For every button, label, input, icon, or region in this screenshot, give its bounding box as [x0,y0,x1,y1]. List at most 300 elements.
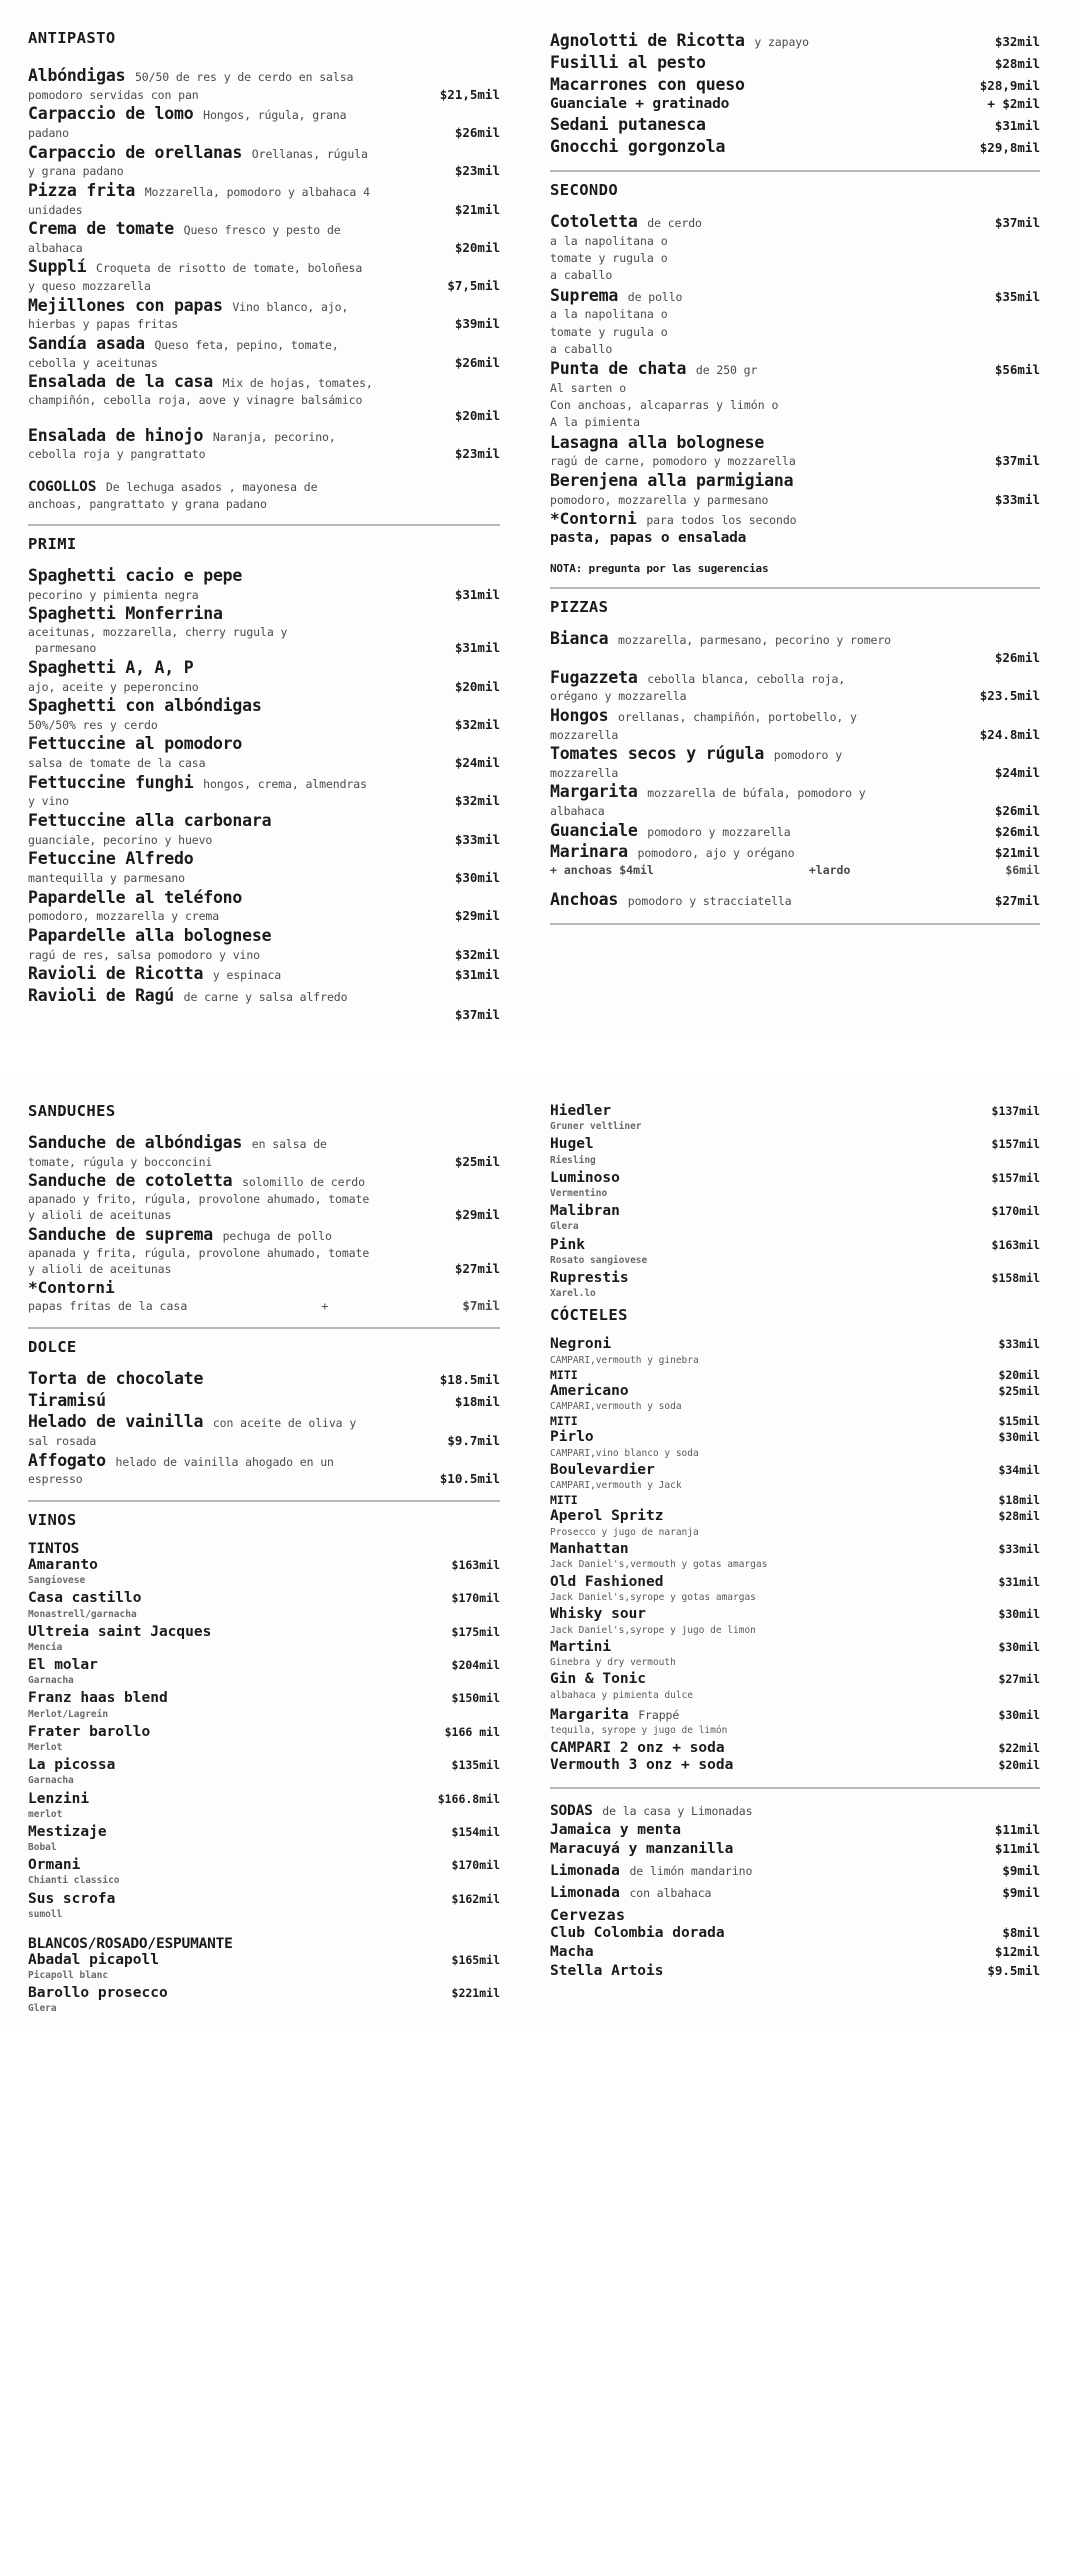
menu-item [550,136,1040,158]
item-name: Ensalada de hinojo [28,425,204,445]
section-title-dolce: DOLCE [28,1337,77,1356]
wine-entry [28,1791,500,1822]
wine-entry [28,1824,500,1855]
menu-item [28,103,500,141]
item-name: Hongos [550,705,609,725]
cocktail-name: Vermouth 3 onz + soda [550,1757,734,1774]
item-desc-cont: y queso mozzarella [28,279,151,294]
item-name: Limonada [550,1885,620,1901]
wine-varietal: Xarel.lo [550,1287,596,1299]
wine-price: $157mil [991,1170,1040,1185]
menu-item [28,1224,500,1277]
wine-entry [28,1690,500,1721]
cocktail-price: $18mil [998,1493,1040,1508]
subsection-title-blancos: BLANCOS/ROSADO/ESPUMANTE [28,1935,233,1952]
wine-name: Amaranto [28,1557,98,1574]
item-desc: hongos, crema, almendras [203,776,367,791]
item-price: $33mil [454,831,500,847]
item-name: Fetuccine Alfredo [28,849,194,869]
wine-price: $154mil [451,1824,500,1839]
cocteles-list [550,1336,1040,1774]
item-name: Spaghetti A, A, P [28,657,194,677]
cocktail-name: Manhattan [550,1540,629,1557]
item-desc: 50%/50% res y cerdo [28,717,158,732]
wines-continued-list [550,1103,1040,1301]
item-desc-cont: apanado y frito, rúgula, provolone ahumado, tomate [28,1192,370,1207]
cocktail-entry [550,1671,1040,1703]
wine-entry [550,1237,1040,1268]
menu-item [550,705,1040,743]
item-desc: Queso fresco y pesto de [183,223,341,238]
item-name: Limonada [550,1862,620,1879]
menu-item [28,887,500,925]
menu-item [550,628,1040,666]
wine-varietal: Glera [28,2003,57,2015]
item-desc: pomodoro y mozzarella [647,824,791,839]
cocktail-ingredients: CAMPARI,vermouth y ginebra [550,1354,699,1366]
item-name: Spaghetti Monferrina [28,604,223,624]
section-divider [28,524,500,526]
wine-name: Pink [550,1236,585,1253]
item-price: $37mil [994,453,1040,469]
cocktail-ingredients: albahaca y pimienta dulce [550,1689,693,1701]
item-price: $27mil [994,893,1040,909]
item-price: $31mil [454,967,500,983]
item-desc-cont: mozzarella [550,765,619,780]
item-desc: helado de vainilla ahogado en un [115,1454,334,1469]
cocktail-price: $33mil [998,1541,1040,1556]
item-desc-cont: unidades [28,202,83,217]
menu-item [550,743,1040,781]
item-desc: orellanas, champiñón, portobello, y [618,709,857,724]
sodas-items [550,1821,1040,1904]
item-price: $23mil [454,163,500,179]
wine-varietal: merlot [28,1808,63,1820]
item-desc-cont: cebolla roja y pangrattato [28,447,206,462]
wine-entry [28,1590,500,1621]
item-name: Lasagna alla bolognese [550,432,765,452]
wine-varietal: Riesling [550,1154,596,1166]
dolce-items [28,1368,500,1488]
item-price: $24.8mil [979,726,1040,742]
wine-varietal: Bobal [28,1842,57,1854]
item-name: Fettuccine alla carbonara [28,810,272,830]
wine-entry [550,1270,1040,1301]
contorni-plus: + [321,1299,329,1314]
item-name: Fusilli al pesto [550,52,706,72]
item-desc: De lechuga asados , mayonesa de [105,479,318,494]
section-title-vinos: VINOS [28,1510,77,1529]
item-name: Sedani putanesca [550,115,706,135]
item-desc: Orellanas, rúgula [251,146,368,161]
item-desc: ragú de carne, pomodoro y mozzarella [550,454,796,469]
item-option: A la pimienta [550,415,641,430]
item-desc-cont: apanada y frita, rúgula, provolone ahumado, tomate [28,1245,370,1260]
wine-entry [28,1891,500,1922]
item-desc: de pollo [627,289,683,304]
item-name: Carpaccio de lomo [28,104,194,124]
item-price: $32mil [994,34,1040,49]
pizzas-items [550,628,1040,911]
addon-lardo-label: +lardo [808,863,851,878]
item-desc-cont: y grana padano [28,164,124,179]
item-desc: y zapayo [754,35,809,49]
wine-price: $170mil [451,1591,500,1606]
cocktail-price: $22mil [998,1740,1040,1755]
item-desc: Queso feta, pepino, tomate, [154,337,339,352]
item-desc: Hongos, rúgula, grana [203,108,347,123]
item-name: Affogato [28,1450,106,1470]
menu-item [28,963,500,985]
item-desc-cont: y vino [28,794,69,809]
wine-price: $166 mil [444,1724,500,1739]
cocktail-name: Americano [550,1382,629,1399]
cocktail-entry [550,1639,1040,1671]
item-option: a caballo [550,341,613,356]
item-price: $20mil [454,239,500,255]
cocktail-ingredients: tequila, syrope y jugo de limón [550,1725,728,1737]
pasta-continued-items [550,30,1040,158]
wine-price: $221mil [451,1986,500,2001]
cocktail-ingredients: Prosecco y jugo de naranja [550,1526,699,1538]
item-name: Agnolotti de Ricotta [550,31,745,50]
item-name: Spaghetti cacio e pepe [28,566,243,586]
cervezas-items [550,1924,1040,1981]
wine-name: Hugel [550,1136,594,1153]
menu-item [550,52,1040,74]
item-name: Ravioli de Ragú [28,985,175,1005]
item-name: Helado de vainilla [28,1412,204,1432]
item-desc-cont: padano [28,126,69,141]
wine-varietal: Vermentino [550,1187,608,1199]
menu-item [550,1881,1040,1903]
menu-item [550,1924,1040,1943]
wine-name: Hiedler [550,1103,612,1120]
wine-price: $175mil [451,1624,500,1639]
menu-item [28,256,500,294]
antipasto-items [28,65,500,463]
item-name: Margarita [550,782,638,802]
item-option: a caballo [550,268,613,283]
wine-price: $163mil [991,1237,1040,1252]
cocktail-price: $34mil [998,1462,1040,1477]
wine-name: Mestizaje [28,1823,107,1840]
wine-varietal: Glera [550,1221,579,1233]
section-title-cervezas: Cervezas [550,1906,626,1925]
item-desc-cont: albahaca [28,240,83,255]
cocktail-ingredients: Jack Daniel's,vermouth y gotas amargas [550,1559,768,1571]
item-desc: pecorino y pimienta negra [28,587,199,602]
cocktail-price: $30mil [998,1430,1040,1445]
wine-varietal: Merlot/Lagrein [28,1708,109,1720]
menu-item [28,772,500,810]
item-desc: Mix de hojas, tomates, [222,376,373,391]
cocktail-name: MITI [550,1493,578,1508]
cocktail-entry [550,1415,1040,1429]
cocktail-name: Old Fashioned [550,1573,664,1590]
item-name: Crema de tomate [28,219,175,239]
cocktail-entry [550,1383,1040,1415]
section-title-sodas-row [550,1799,1040,1821]
item-name: Marinara [550,842,628,862]
item-desc: ajo, aceite y peperoncino [28,679,199,694]
menu-item [28,985,500,1023]
item-name: Guanciale [550,820,638,840]
cocktail-name: Gin & Tonic [550,1671,647,1688]
cocktail-price: $27mil [998,1672,1040,1687]
item-price: $35mil [994,288,1040,304]
subsection-title-tintos: TINTOS [28,1541,80,1558]
wine-varietal: Merlot [28,1741,63,1753]
cocktail-entry [550,1429,1040,1461]
item-price: $31mil [454,586,500,602]
cocktail-name: Margarita [550,1707,629,1724]
menu-item [28,371,500,424]
cocktail-price: $25mil [998,1383,1040,1398]
cocktail-price: $20mil [998,1758,1040,1773]
wine-price: $135mil [451,1758,500,1773]
item-price: $29mil [454,908,500,924]
wine-name: Luminoso [550,1169,620,1186]
cocktail-ingredients: Ginebra y dry vermouth [550,1657,676,1669]
item-price: $39mil [454,316,500,332]
wine-name: Sus scrofa [28,1890,116,1907]
wine-price: $137mil [991,1104,1040,1119]
wine-name: Lenzini [28,1790,90,1807]
wine-varietal: Gruner veltliner [550,1121,642,1133]
cocktail-name: Negroni [550,1336,612,1353]
item-option: tomate y rugula o [550,324,668,339]
section-title-antipasto: ANTIPASTO [28,29,116,47]
item-desc-cont: parmesano [28,641,97,656]
item-name: Anchoas [550,890,619,910]
item-name: Punta de chata [550,359,687,379]
cocktail-price: $31mil [998,1574,1040,1589]
section-divider-bottom [550,923,1040,925]
item-price: $21mil [994,845,1040,861]
item-name: Fugazzeta [550,667,638,687]
wine-price: $166.8mil [437,1791,500,1806]
wine-price: $157mil [991,1137,1040,1152]
menu-item [28,425,500,463]
wine-price: $165mil [451,1952,500,1967]
section-title-sanduches: SANDUCHES [28,1102,116,1121]
item-price: $7,5mil [447,278,500,294]
item-name: Ravioli de Ricotta [28,964,204,984]
menu-item [28,810,500,848]
item-price: $21mil [454,201,500,217]
cocktail-entry [550,1508,1040,1540]
cocktail-entry [550,1704,1040,1739]
menu-item [550,285,1040,359]
cocktail-entry [550,1462,1040,1494]
item-price: $25mil [454,1153,500,1169]
item-desc: pomodoro, mozzarella y parmesano [550,492,769,507]
menu-item [28,733,500,771]
contorni-title: *Contorni [550,509,637,529]
item-desc: y espinaca [212,968,282,983]
cocktail-name: Martini [550,1638,612,1655]
wine-name: Frater barollo [28,1723,151,1740]
cocktail-ingredients: CAMPARI,vino blanco y soda [550,1447,699,1459]
item-desc: mozzarella, parmesano, pecorino y romero [618,633,891,648]
item-name: Mejillones con papas [28,295,223,315]
wine-name: Abadal picapoll [28,1951,159,1968]
item-option: a la napolitana o [550,233,668,248]
section-divider [28,1500,500,1502]
cocktail-entry [550,1740,1040,1757]
wine-price: $158mil [991,1270,1040,1285]
contorni-price: $7mil [462,1298,500,1314]
wine-name: El molar [28,1657,98,1674]
cocktail-name: MITI [550,1414,578,1429]
item-desc: Mozzarella, pomodoro y albahaca 4 [144,184,370,199]
section-title-pizzas: PIZZAS [550,598,609,617]
item-desc-cont: anchoas, pangrattato y grana padano [28,497,267,511]
item-desc-cont: champiñón, cebolla roja, aove y vinagre balsámico [28,392,363,407]
item-name: Sandía asada [28,333,145,353]
item-desc-cont: orégano y mozzarella [550,689,687,704]
menu-item-addon [550,95,1040,114]
item-price: $33mil [994,491,1040,507]
cocktail-entry [550,1606,1040,1638]
item-price: $24mil [454,755,500,771]
item-desc: de carne y salsa alfredo [183,989,348,1004]
item-desc: pomodoro, mozzarella y crema [28,909,220,924]
item-name: Macha [550,1943,594,1960]
menu-item-anchoas [550,889,1040,911]
menu-item [28,180,500,218]
cocktail-price: $20mil [998,1367,1040,1382]
item-desc: guanciale, pecorino y huevo [28,832,213,847]
item-price: $9mil [1002,1885,1040,1900]
wine-price: $162mil [451,1891,500,1906]
page2-left-column [0,1103,540,2019]
menu-item [550,74,1040,96]
menu-item [550,470,1040,508]
wine-entry [28,1757,500,1788]
wine-name: Casa castillo [28,1590,142,1607]
item-price: $20mil [454,678,500,694]
item-desc-cont2: y alioli de aceitunas [28,1261,172,1276]
item-desc: Vino blanco, ajo, [232,299,349,314]
item-price: $31mil [994,118,1040,134]
item-desc: pomodoro, ajo y orégano [637,846,795,861]
cocktail-ingredients: Jack Daniel's,syrope y jugo de limon [550,1624,756,1636]
menu-item-cogollos [28,475,500,512]
section-title-sodas: SODAS [550,1802,593,1819]
cocktail-name: CAMPARI 2 onz + soda [550,1739,725,1756]
page1-right-column [540,30,1080,1023]
item-desc: Naranja, pecorino, [212,429,336,444]
menu-item [550,1859,1040,1881]
wine-entry [28,1557,500,1588]
menu-item [28,1450,500,1488]
menu-item [550,211,1040,285]
wine-varietal: sumoll [28,1908,63,1920]
item-price: $11mil [994,1821,1040,1837]
item-desc: mantequilla y parmesano [28,871,185,886]
item-name: Club Colombia dorada [550,1924,725,1941]
section-title-sodas-desc: de la casa y Limonadas [602,1803,753,1818]
cocktail-name: Boulevardier [550,1461,655,1478]
wine-varietal: Garnacha [28,1775,74,1787]
section-divider [550,1787,1040,1789]
item-price: $8mil [1002,1924,1040,1940]
cocktail-entry [550,1336,1040,1368]
menu-item [550,358,1040,432]
item-name: Suprema [550,285,619,305]
item-price: $26mil [454,354,500,370]
cocktail-name: MITI [550,1367,578,1382]
item-price: $9mil [1002,1862,1040,1878]
item-price: $31mil [454,640,500,656]
wine-name: Malibran [550,1203,620,1220]
cocktail-entry [550,1369,1040,1383]
item-price: $37mil [454,1006,500,1022]
item-desc: mozzarella de búfala, pomodoro y [647,786,866,801]
wine-entry [28,1624,500,1655]
menu-item [550,114,1040,136]
item-desc: pechuga de pollo [222,1228,332,1243]
menu-item [28,695,500,733]
item-name: Papardelle al teléfono [28,887,243,907]
wine-price: $170mil [991,1204,1040,1219]
item-name: Bianca [550,629,609,649]
item-desc: de cerdo [647,216,702,230]
item-name: Jamaica y menta [550,1821,681,1838]
item-desc: con aceite de oliva y [212,1416,357,1431]
item-price: $32mil [454,716,500,732]
item-desc-cont: hierbas y papas fritas [28,317,179,332]
item-price: $37mil [994,215,1040,230]
item-desc-cont: albahaca [550,804,605,819]
menu-item [550,1821,1040,1840]
menu-item [550,30,1040,52]
wine-varietal: Garnacha [28,1675,74,1687]
menu-page-2 [0,1073,1080,2029]
wine-entry [28,1724,500,1755]
wine-name: Ormani [28,1857,81,1874]
wine-name: Ruprestis [550,1269,629,1286]
item-desc-cont: espresso [28,1472,83,1487]
item-desc-cont: tomate, rúgula y bocconcini [28,1154,213,1169]
wine-price: $170mil [451,1858,500,1873]
item-price: $20mil [454,408,500,424]
wine-varietal: Picapoll blanc [28,1970,109,1982]
menu-item [28,65,500,103]
item-desc-cont: sal rosada [28,1434,97,1449]
wine-entry [28,1657,500,1688]
cocktail-price: $33mil [998,1337,1040,1352]
primi-items [28,565,500,1023]
wine-price: $204mil [451,1658,500,1673]
item-desc: con albahaca [629,1886,712,1900]
contorni-desc: para todos los secondo [646,513,797,528]
item-option: Con anchoas, alcaparras y limón o [550,398,779,413]
item-price: $26mil [994,650,1040,666]
item-name: Ensalada de la casa [28,372,213,392]
item-price: $26mil [454,125,500,141]
menu-item [28,848,500,886]
menu-item [28,333,500,371]
item-price: $9.7mil [447,1433,500,1449]
item-desc: de 250 gr [695,363,758,378]
cocktail-style: Frappé [638,1708,680,1723]
menu-item [550,1962,1040,1981]
item-desc: 50/50 de res y de cerdo en salsa [134,70,354,85]
item-desc: aceitunas, mozzarella, cherry rugula y [28,625,288,640]
